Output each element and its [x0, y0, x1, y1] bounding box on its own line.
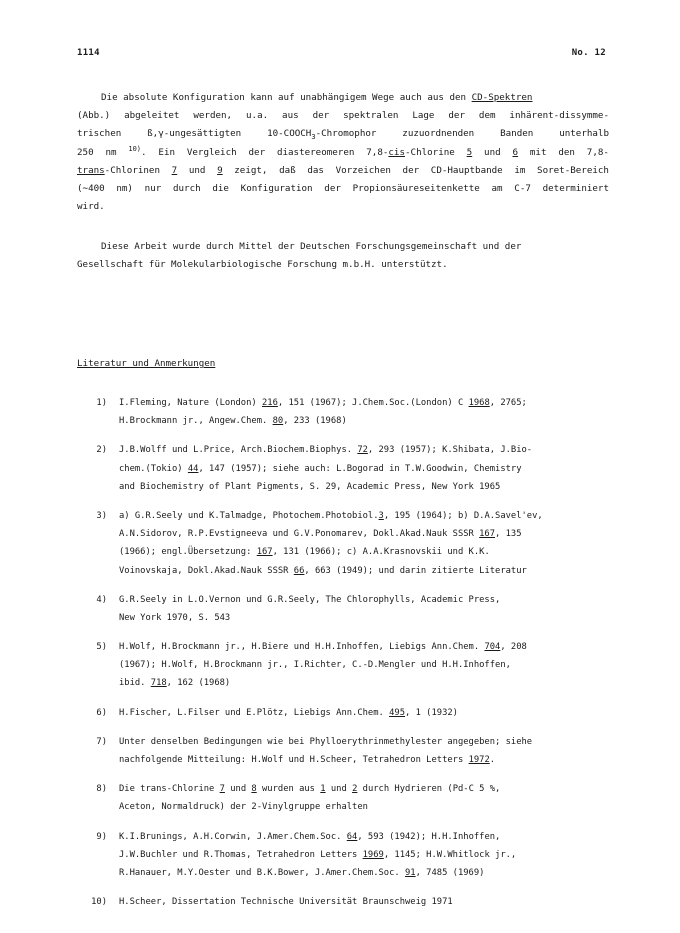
- text-segment: -Chlorinen: [104, 164, 172, 176]
- text-segment: nachfolgende Mitteilung: H.Wolf und H.Scheer, Tetrahedron Letters: [119, 755, 469, 765]
- text-segment: wird.: [77, 201, 105, 213]
- text-segment: I.Fleming, Nature (London): [119, 398, 262, 408]
- text-line: [119, 481, 617, 499]
- text-segment: 91: [405, 867, 416, 878]
- reference-text: [119, 594, 617, 630]
- reference-number: 9): [96, 831, 107, 842]
- text-line: [119, 528, 617, 546]
- text-segment: 7: [171, 164, 178, 176]
- text-segment: 167: [479, 529, 496, 540]
- text-line: [119, 565, 617, 583]
- text-line: [119, 801, 617, 819]
- text-line: [119, 594, 617, 612]
- text-segment: ibid.: [119, 678, 151, 689]
- text-segment: G.R.Seely in L.O.Vernon und G.R.Seely, The Chlorophylls, Academic Press,: [119, 594, 501, 605]
- text-segment: 704: [484, 642, 501, 653]
- text-segment: 9: [217, 164, 223, 176]
- reference-text: [119, 444, 617, 499]
- text-segment: mit den 7,8-: [518, 146, 609, 158]
- text-segment: 5: [466, 146, 473, 158]
- references-title: Literatur und Anmerkungen: [77, 358, 216, 369]
- text-segment: 6: [512, 146, 519, 158]
- reference-number: 4): [96, 594, 107, 605]
- text-line: [119, 659, 617, 677]
- text-line: [77, 107, 609, 125]
- text-segment: (1966); engl.Übersetzung:: [119, 547, 257, 558]
- text-segment: chem.(Tokio): [119, 463, 188, 474]
- text-segment: CD-Spektren: [471, 92, 533, 103]
- text-segment: 72: [357, 445, 368, 456]
- text-segment: 44: [187, 463, 199, 474]
- text-segment: A.N.Sidorov, R.P.Evstigneeva und G.V.Ponomarev, Dokl.Akad.Nauk SSSR: [119, 529, 480, 540]
- text-segment: K.I.Brunings, A.H.Corwin, J.Amer.Chem.Soc.: [119, 831, 347, 842]
- text-line: [119, 415, 617, 433]
- text-segment: , 135: [495, 529, 522, 540]
- reference-text: [119, 397, 617, 433]
- reference-item: [77, 707, 617, 725]
- text-segment: Die absolute Konfiguration kann auf unabhängigem Wege auch aus den: [101, 92, 472, 103]
- reference-number: 1): [96, 398, 107, 408]
- text-segment: , 593 (1942); H.H.Inhoffen,: [357, 831, 501, 842]
- paragraph-acknowledgement: [77, 238, 609, 274]
- reference-item: [77, 397, 617, 433]
- reference-item: [77, 896, 617, 914]
- reference-text: [119, 736, 617, 772]
- text-segment: cis: [388, 146, 405, 158]
- text-line: [77, 198, 609, 216]
- references-list: [77, 397, 617, 925]
- reference-number: 2): [96, 445, 107, 456]
- text-segment: (Abb.) abgeleitet werden, u.a. aus der spektralen Lage der dem inhärent-dissymme-: [77, 110, 609, 122]
- text-segment: 1972: [468, 755, 490, 765]
- text-segment: -Chlorine: [405, 146, 467, 158]
- reference-item: [77, 510, 617, 583]
- text-segment: J.B.Wolff und L.Price, Arch.Biochem.Biophys.: [119, 445, 358, 456]
- text-segment: 250 nm: [77, 146, 129, 158]
- text-segment: , 195 (1964); b) D.A.Savel'ev,: [383, 510, 543, 521]
- text-segment: 2: [352, 784, 358, 795]
- text-segment: , 1145; H.W.Whitlock jr.,: [383, 849, 517, 860]
- reference-number: 5): [96, 642, 107, 653]
- text-segment: , 663 (1949); und darin zitierte Literatur: [304, 565, 527, 576]
- text-segment: , 147 (1957); siehe auch: L.Bogorad in T.W.Goodwin, Chemistry: [198, 463, 522, 474]
- text-line: [119, 707, 617, 725]
- reference-item: [77, 444, 617, 499]
- text-segment: H.Fischer, L.Filser und E.Plötz, Liebigs Ann.Chem.: [119, 707, 390, 718]
- text-segment: , 293 (1957); K.Shibata, J.Bio-: [367, 445, 533, 456]
- text-segment: H.Scheer, Dissertation Technische Universität Braunschweig 1971: [119, 897, 453, 908]
- reference-number: 6): [96, 707, 107, 718]
- text-segment: 7: [219, 784, 225, 795]
- text-segment: R.Hanauer, M.Y.Oester und B.K.Bower, J.Amer.Chem.Soc.: [119, 867, 405, 878]
- text-line: [119, 896, 617, 914]
- text-segment: .: [489, 755, 496, 765]
- text-segment: und: [472, 146, 513, 158]
- text-segment: zeigt, daß das Vorzeichen der CD-Hauptbande im Soret-Bereich: [222, 164, 609, 176]
- text-segment: Voinovskaja, Dokl.Akad.Nauk SSSR: [119, 565, 294, 576]
- text-line: [119, 641, 617, 659]
- reference-text: [119, 641, 617, 696]
- reference-text: [119, 783, 617, 819]
- text-line: [119, 397, 617, 415]
- text-segment: trischen ß,γ-ungesättigten 10-COOCH: [77, 128, 312, 140]
- text-segment: 3: [378, 510, 384, 521]
- text-segment: 167: [256, 547, 273, 558]
- text-segment: 80: [272, 416, 284, 427]
- text-segment: 718: [150, 678, 167, 689]
- text-segment: J.W.Buchler und R.Thomas, Tetrahedron Letters: [119, 849, 363, 860]
- text-segment: und: [224, 784, 252, 795]
- text-segment: H.Brockmann jr., Angew.Chem.: [119, 416, 273, 427]
- text-segment: Unter denselben Bedingungen wie bei Phylloerythrinmethylester angegeben; siehe: [119, 736, 533, 747]
- reference-number: 10): [91, 897, 107, 908]
- text-line: [119, 736, 617, 754]
- text-segment: . Ein Vergleich der diastereomeren 7,8-: [141, 146, 389, 158]
- reference-number: 3): [96, 510, 107, 521]
- text-segment: (∼400 nm) nur durch die Konfiguration der Propionsäureseitenkette am C-7 determiniert: [77, 182, 609, 194]
- text-segment: durch Hydrieren (Pd-C 5 %,: [357, 784, 501, 795]
- text-line: [77, 180, 609, 198]
- text-line: [77, 238, 609, 256]
- text-line: [77, 256, 609, 274]
- text-segment: , 233 (1968): [283, 416, 347, 427]
- text-segment: a) G.R.Seely und K.Talmadge, Photochem.Photobiol.: [119, 510, 379, 521]
- text-segment: und: [177, 164, 218, 176]
- text-line: [119, 783, 617, 801]
- text-line: [77, 89, 609, 107]
- reference-number: 8): [96, 784, 107, 795]
- text-segment: (1967); H.Wolf, H.Brockmann jr., I.Richter, C.-D.Mengler und H.H.Inhoffen,: [119, 660, 511, 671]
- text-segment: , 1 (1932): [405, 707, 458, 718]
- text-line: [77, 162, 609, 180]
- text-segment: 3: [311, 133, 316, 142]
- text-line: [119, 510, 617, 528]
- page-number: 1114: [77, 48, 100, 58]
- text-segment: 10): [128, 144, 142, 153]
- text-segment: 216: [262, 398, 278, 408]
- reference-text: [119, 831, 617, 886]
- text-segment: 1969: [362, 849, 384, 860]
- text-line: [119, 612, 617, 630]
- reference-text: [119, 896, 617, 914]
- text-line: [119, 677, 617, 695]
- text-line: [119, 444, 617, 462]
- text-line: [119, 867, 617, 885]
- reference-text: [119, 510, 617, 583]
- text-segment: 8: [251, 784, 257, 795]
- text-segment: , 131 (1966); c) A.A.Krasnovskii und K.K.: [272, 547, 490, 558]
- text-segment: 66: [293, 565, 305, 576]
- text-segment: , 2765;: [489, 398, 527, 408]
- text-segment: wurden aus: [256, 784, 321, 795]
- text-line: [119, 831, 617, 849]
- text-segment: und: [325, 784, 353, 795]
- text-segment: Gesellschaft für Molekularbiologische Forschung m.b.H. unterstützt.: [77, 259, 448, 271]
- text-line: [119, 546, 617, 564]
- text-segment: 495: [389, 707, 405, 718]
- text-segment: 64: [346, 831, 358, 842]
- text-segment: -Chromophor zuzuordnenden Banden unterhalb: [315, 128, 609, 140]
- text-line: [119, 463, 617, 481]
- text-segment: New York 1970, S. 543: [119, 612, 231, 623]
- paragraph-cd-spectra: [77, 89, 609, 216]
- text-segment: Die trans-Chlorine: [119, 784, 220, 795]
- text-segment: , 151 (1967); J.Chem.Soc.(London) C: [277, 398, 469, 408]
- text-line: [77, 125, 609, 143]
- text-segment: and Biochemistry of Plant Pigments, S. 29, Academic Press, New York 1965: [119, 481, 501, 492]
- text-segment: 1968: [468, 398, 490, 408]
- text-segment: Aceton, Normaldruck) der 2-Vinylgruppe erhalten: [119, 802, 368, 813]
- reference-item: [77, 736, 617, 772]
- reference-item: [77, 783, 617, 819]
- text-line: [77, 144, 609, 162]
- reference-number: 7): [96, 736, 107, 747]
- issue-number: No. 12: [571, 48, 606, 58]
- reference-item: [77, 641, 617, 696]
- text-segment: , 7485 (1969): [415, 867, 485, 878]
- text-segment: trans: [77, 164, 105, 176]
- text-line: [119, 849, 617, 867]
- text-line: [119, 754, 617, 772]
- text-segment: H.Wolf, H.Brockmann jr., H.Biere und H.H.Inhoffen, Liebigs Ann.Chem.: [119, 642, 485, 653]
- reference-text: [119, 707, 617, 725]
- text-segment: 1: [320, 784, 326, 795]
- reference-item: [77, 594, 617, 630]
- reference-item: [77, 831, 617, 886]
- text-segment: , 162 (1968): [166, 678, 231, 689]
- text-segment: , 208: [500, 642, 527, 653]
- text-segment: Diese Arbeit wurde durch Mittel der Deutschen Forschungsgemeinschaft und der: [101, 241, 522, 252]
